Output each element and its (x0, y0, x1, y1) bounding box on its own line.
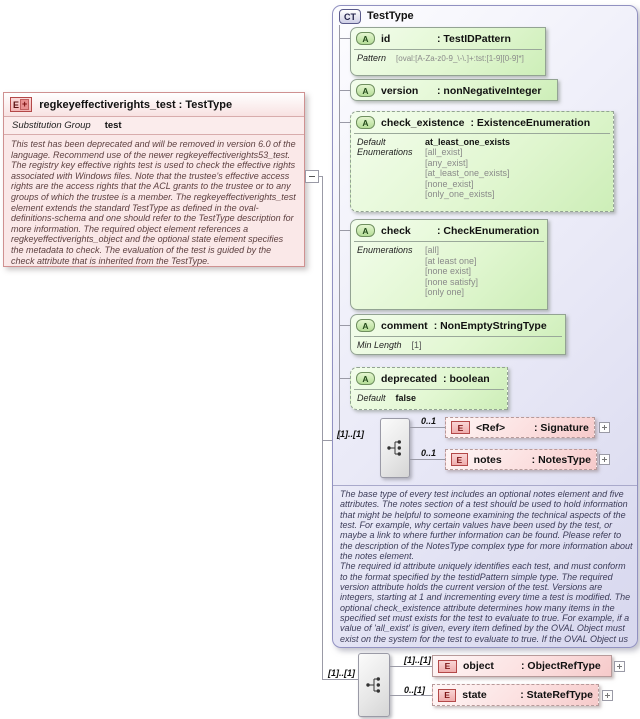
attribute-name: version (381, 84, 419, 97)
attribute-type: : CheckEnumeration (437, 224, 540, 237)
attribute-box-check-existence[interactable] (350, 111, 614, 212)
cardinality-label: 0..[1] (404, 685, 426, 695)
pattern-label: Pattern (357, 53, 387, 63)
attribute-type: : NonEmptyStringType (433, 319, 547, 332)
attribute-icon: A (356, 224, 375, 237)
element-icon: E (438, 689, 456, 702)
attribute-icon: A (356, 84, 375, 97)
default-value: at_least_one_exists (425, 137, 511, 147)
element-type: : ObjectRefType (521, 660, 601, 672)
element-box-notes[interactable] (445, 449, 597, 470)
expand-plus-icon[interactable] (599, 422, 610, 433)
branch-line (410, 427, 445, 428)
attribute-name: comment (381, 319, 428, 332)
attribute-box-id[interactable] (350, 27, 546, 76)
default-label: Default (357, 393, 386, 403)
element-name: notes (473, 453, 502, 466)
branch-line (410, 459, 445, 460)
element-type: : StateRefType (520, 689, 593, 701)
element-box-ref[interactable] (445, 417, 595, 438)
element-type: : Signature (534, 421, 589, 434)
enum-value: [at_least_one_exists] (425, 168, 510, 178)
documentation-paragraph: The required id attribute uniquely identifies each test, and must conform to the format specified by the testidPattern simple type. The required version attribute holds the current version of the test. Versions are integers, starting at 1 and incrementing every time a test is modified. The optional check_existence attribute determines how many items in the specified set must exists for the test to evaluate to true. For example, if a value of 'all_exist' is given, every item defined by the OVAL Object must exist on the system for the test to evaluate to true. If the OVAL Object us (340, 561, 631, 644)
expand-plus-icon[interactable] (614, 661, 625, 672)
min-length-label: Min Length (357, 340, 402, 350)
enum-value: [only one] (425, 287, 465, 297)
substitution-group-row (4, 117, 304, 135)
min-length-value: [1] (411, 340, 422, 350)
cardinality-label: [1]..[1] (337, 429, 364, 439)
cardinality-label: [1]..[1] (404, 655, 431, 665)
attribute-box-version[interactable] (350, 79, 558, 101)
complex-type-documentation (340, 489, 634, 644)
enumerations-label: Enumerations (357, 147, 413, 157)
enum-value: [all_exist] (425, 147, 463, 157)
branch-line (339, 378, 350, 379)
attribute-box-comment[interactable] (350, 314, 566, 355)
enumeration-values (425, 245, 541, 298)
connector-line (322, 679, 358, 680)
element-name: <Ref> (476, 421, 506, 434)
attribute-name: id (381, 32, 391, 45)
enum-value: [none_exist] (425, 178, 474, 189)
pattern-value: [oval:[A-Za-z0-9_\-\.]+:tst:[1-9][0-9]*] (396, 54, 524, 63)
enumerations-label: Enumerations (357, 245, 413, 255)
attribute-icon: A (356, 372, 375, 385)
element-title-row (4, 93, 304, 117)
cardinality-label: 0..1 (421, 416, 437, 426)
sequence-compositor-icon[interactable] (358, 653, 390, 717)
branch-line (339, 230, 350, 231)
enum-value: [none exist] (425, 266, 472, 276)
default-value: false (395, 393, 417, 403)
substitution-group-value: test (104, 120, 122, 131)
attribute-icon: A (356, 319, 375, 332)
element-icon (10, 97, 32, 112)
branch-line (339, 325, 350, 326)
attribute-name: check_existence (381, 116, 465, 129)
substitution-group-label: Substitution Group (12, 120, 91, 131)
sequence-glyph (365, 675, 383, 695)
attribute-box-deprecated[interactable] (350, 367, 508, 410)
element-icon: E (438, 660, 457, 673)
element-name: state (462, 689, 487, 701)
sequence-glyph (386, 438, 404, 458)
element-documentation: This test has been deprecated and will be removed in version 6.0 of the language. Recommend use of the newer regkeyeffectiverights53_test. The registry key effective rights test is used to check the effective rights associated with Windows files. Note that the trustee's effective access rights are the access rights that the ACL grants to the trustee or to any groups of which the trustee is a member. The regkeyeffectiverights_test element extends the standard TestType as defined in the oval-definitions-schema and one should refer to the TestType description for more information. The required object element references a regkeyeffectiverights_object and the optional state element specifies the metadata to check. The evaluation of the test is guided by the check attribute that is inherited from the TestType. (11, 139, 296, 266)
enum-value: [any_exist] (425, 157, 469, 168)
element-type: : NotesType (531, 453, 591, 466)
complex-type-title: TestType (367, 10, 414, 22)
attribute-icon: A (356, 32, 375, 45)
attribute-name: check (381, 224, 411, 237)
collapse-toggle[interactable] (305, 170, 319, 183)
element-icon: E (451, 421, 470, 434)
branch-line (339, 38, 350, 39)
attribute-type: : TestIDPattern (437, 32, 511, 45)
enum-value: [at least one] (425, 255, 477, 266)
cardinality-label: [1]..[1] (328, 668, 355, 678)
attribute-box-check[interactable] (350, 219, 548, 310)
enum-value: [none satisfy] (425, 276, 479, 287)
element-icon-letter: E (13, 99, 20, 110)
connector-line (322, 176, 323, 680)
expand-plus-icon[interactable] (602, 690, 613, 701)
element-box-regkeyeffectiverights-test[interactable] (3, 92, 305, 267)
default-label: Default (357, 137, 386, 147)
branch-line (339, 90, 350, 91)
element-name: object (463, 660, 494, 672)
attribute-name: deprecated (381, 372, 438, 385)
complex-type-icon: CT (339, 9, 361, 24)
attribute-type: : nonNegativeInteger (437, 84, 542, 97)
documentation-paragraph: The base type of every test includes an optional notes element and five attributes. The notes section of a test should be used to hold information that might be helpful to someone examining the technical aspects of the test. For example, why certain values have been used by the test, or maybe a link to where further information can be found. Please refer to the description of the NotesType complex type for more information about the notes element. (340, 489, 633, 562)
enum-value: [only_one_exists] (425, 189, 495, 199)
attribute-icon: A (356, 116, 375, 129)
element-box-state[interactable] (432, 684, 599, 706)
branch-line (390, 695, 432, 696)
branch-line (390, 666, 432, 667)
expand-plus-icon[interactable] (599, 454, 610, 465)
branch-line (339, 122, 350, 123)
attribute-type: : ExistenceEnumeration (470, 116, 591, 129)
enum-value: [all] (425, 245, 440, 255)
element-title: regkeyeffectiverights_test : TestType (39, 98, 233, 111)
sequence-compositor-icon[interactable] (380, 418, 410, 478)
annotation-separator (333, 485, 637, 486)
element-box-object[interactable] (432, 655, 612, 677)
element-icon: E (451, 453, 468, 466)
enumeration-values (425, 147, 607, 200)
cardinality-label: 0..1 (421, 448, 437, 458)
element-plus-icon: + (22, 99, 28, 109)
attribute-type: : boolean (443, 372, 490, 385)
